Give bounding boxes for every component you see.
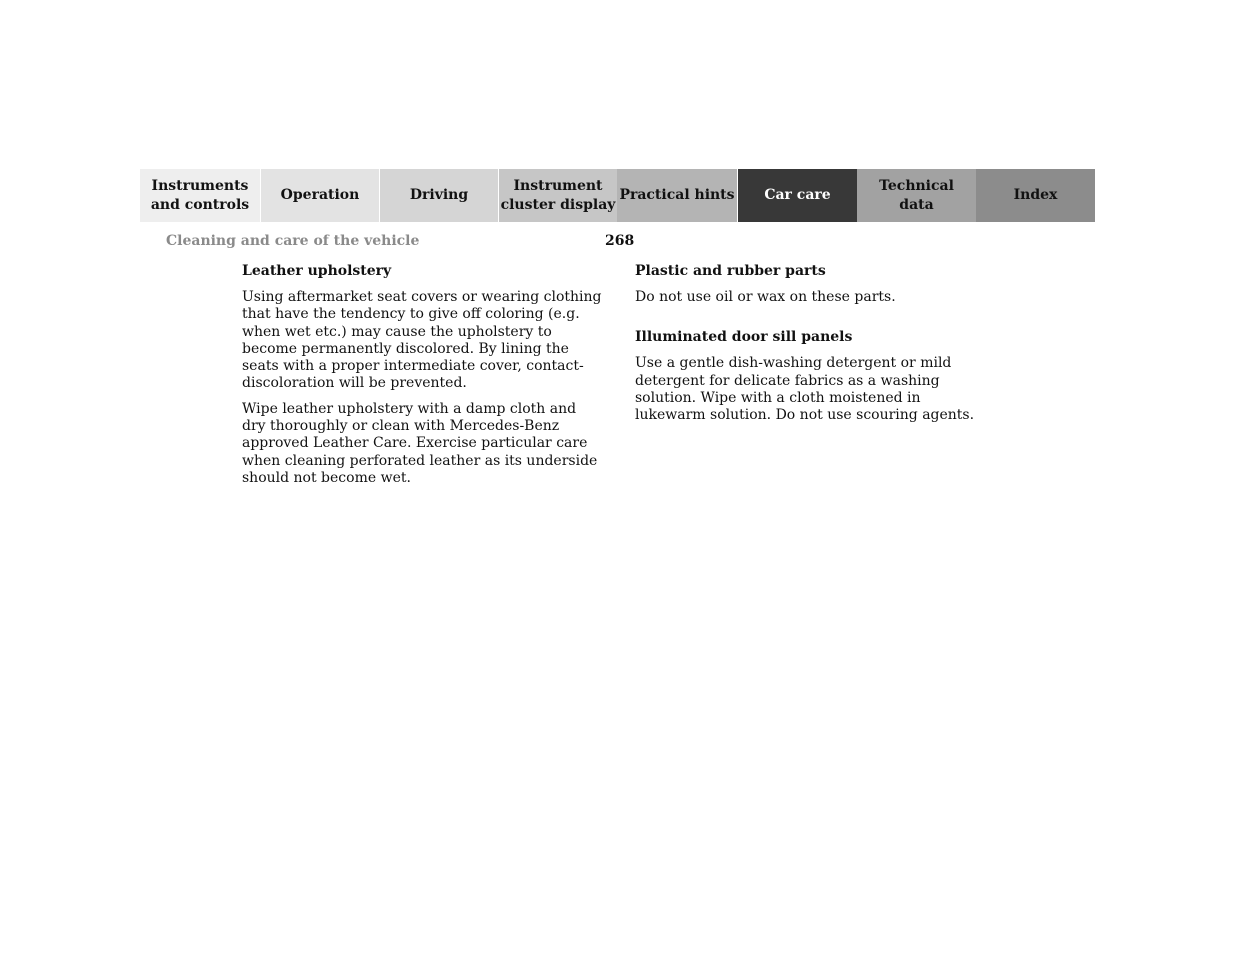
tab-label: Index: [1013, 187, 1058, 203]
paragraph: Do not use oil or wax on these parts.: [635, 289, 896, 305]
heading-leather-upholstery: Leather upholstery: [242, 263, 392, 279]
tab-driving[interactable]: [379, 169, 498, 222]
tab-instruments-and-controls[interactable]: [140, 169, 260, 222]
heading-plastic-and-rubber-parts: Plastic and rubber parts: [635, 263, 826, 279]
chapter-tab-bar: [140, 169, 1095, 222]
section-title: Cleaning and care of the vehicle: [166, 233, 420, 249]
tab-practical-hints[interactable]: [617, 169, 737, 222]
paragraph: Wipe leather upholstery with a damp cloth and dry thoroughly or clean with Mercedes-Benz approved Leather Care. Exercise particular care when cleaning perforated leather as its underside should not become wet.: [242, 400, 598, 486]
left-column: [242, 263, 602, 495]
tab-label: Driving: [409, 187, 469, 203]
right-column: [635, 263, 995, 432]
tab-label: Instrument cluster display: [500, 177, 616, 213]
page-number: 268: [605, 233, 635, 249]
tab-label: Technical data: [879, 177, 954, 213]
tab-instrument-cluster-display[interactable]: [498, 169, 617, 222]
paragraph: Use a gentle dish-washing detergent or mild detergent for delicate fabrics as a washing solution. Wipe with a cloth moistened in lukewarm solution. Do not use scouring agents.: [635, 355, 975, 424]
tab-label: Instruments and controls: [150, 177, 250, 213]
paragraph: Using aftermarket seat covers or wearing clothing that have the tendency to give off coloring (e.g. when wet etc.) may cause the upholstery to become permanently discolored. By lining the seats with a proper intermediate cover, contact-discoloration will be prevented.: [242, 289, 602, 392]
tab-label: Car care: [764, 187, 831, 203]
heading-illuminated-door-sill-panels: Illuminated door sill panels: [635, 329, 853, 346]
tab-operation[interactable]: [260, 169, 379, 222]
tab-technical-data[interactable]: [857, 169, 976, 222]
tab-index[interactable]: [976, 169, 1095, 222]
tab-label: Practical hints: [619, 187, 735, 203]
tab-car-care[interactable]: [737, 169, 857, 222]
tab-label: Operation: [280, 187, 360, 203]
